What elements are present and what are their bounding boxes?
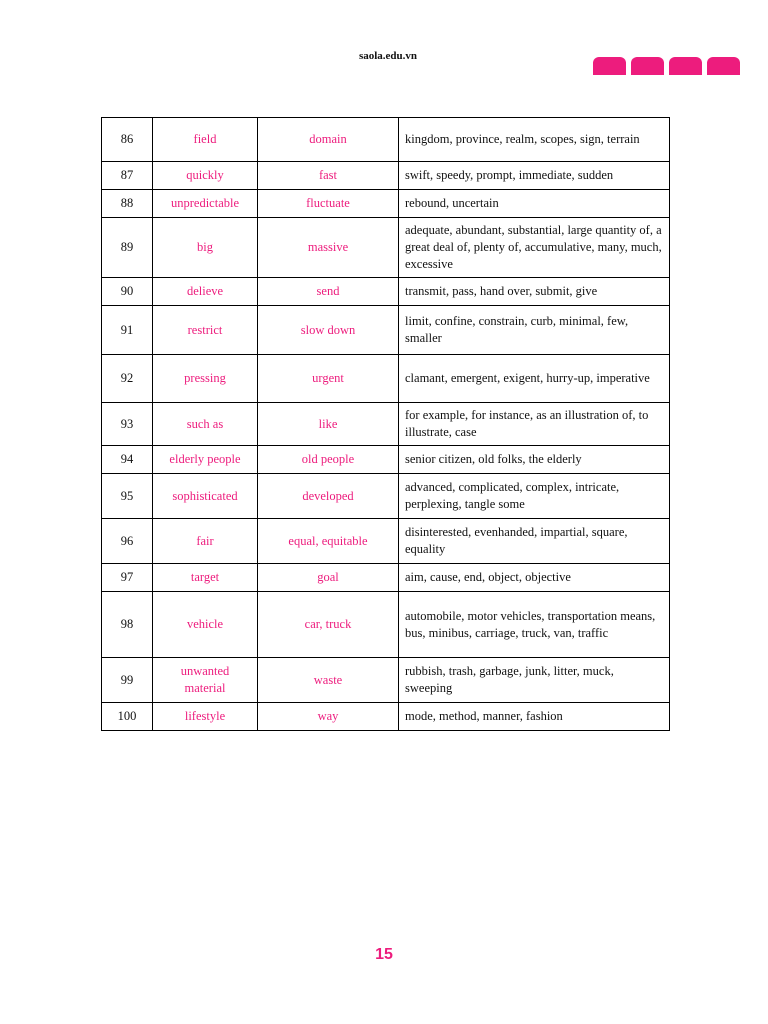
table-row <box>102 519 670 564</box>
table-row <box>102 703 670 731</box>
keyword: sophisticated <box>153 474 258 519</box>
synonym: car, truck <box>258 592 399 658</box>
synonym: massive <box>258 218 399 278</box>
synonym: fluctuate <box>258 190 399 218</box>
keyword: field <box>153 118 258 162</box>
synonym: slow down <box>258 306 399 355</box>
site-name: saola.edu.vn <box>358 50 418 62</box>
row-number: 91 <box>102 306 153 355</box>
table-row <box>102 306 670 355</box>
keyword: unwanted material <box>153 658 258 703</box>
table-row <box>102 403 670 446</box>
related-words: senior citizen, old folks, the elderly <box>399 446 670 474</box>
related-words: for example, for instance, as an illustration of, to illustrate, case <box>399 403 670 446</box>
table-row <box>102 658 670 703</box>
row-number: 100 <box>102 703 153 731</box>
keyword: big <box>153 218 258 278</box>
related-words: transmit, pass, hand over, submit, give <box>399 278 670 306</box>
synonym: developed <box>258 474 399 519</box>
keyword: such as <box>153 403 258 446</box>
synonym: old people <box>258 446 399 474</box>
table-row <box>102 355 670 403</box>
related-words: rebound, uncertain <box>399 190 670 218</box>
row-number: 89 <box>102 218 153 278</box>
related-words: adequate, abundant, substantial, large quantity of, a great deal of, plenty of, accumulative, many, much, excessive <box>399 218 670 278</box>
related-words: automobile, motor vehicles, transportation means, bus, minibus, carriage, truck, van, traffic <box>399 592 670 658</box>
row-number: 98 <box>102 592 153 658</box>
synonym: urgent <box>258 355 399 403</box>
related-words: rubbish, trash, garbage, junk, litter, muck, sweeping <box>399 658 670 703</box>
keyword: pressing <box>153 355 258 403</box>
related-words: disinterested, evenhanded, impartial, square, equality <box>399 519 670 564</box>
row-number: 90 <box>102 278 153 306</box>
related-words: limit, confine, constrain, curb, minimal, few, smaller <box>399 306 670 355</box>
synonym: way <box>258 703 399 731</box>
row-number: 97 <box>102 564 153 592</box>
header-tab-2 <box>631 57 664 75</box>
row-number: 86 <box>102 118 153 162</box>
row-number: 88 <box>102 190 153 218</box>
keyword: unpredictable <box>153 190 258 218</box>
keyword: delieve <box>153 278 258 306</box>
row-number: 95 <box>102 474 153 519</box>
row-number: 94 <box>102 446 153 474</box>
row-number: 99 <box>102 658 153 703</box>
header-tab-1 <box>593 57 626 75</box>
keyword: elderly people <box>153 446 258 474</box>
related-words: advanced, complicated, complex, intricate, perplexing, tangle some <box>399 474 670 519</box>
page-number: 15 <box>375 946 393 963</box>
table-row <box>102 446 670 474</box>
table-row <box>102 592 670 658</box>
keyword: quickly <box>153 162 258 190</box>
row-number: 93 <box>102 403 153 446</box>
table-row <box>102 218 670 278</box>
keyword: fair <box>153 519 258 564</box>
related-words: kingdom, province, realm, scopes, sign, terrain <box>399 118 670 162</box>
table-row <box>102 162 670 190</box>
table-row <box>102 474 670 519</box>
related-words: clamant, emergent, exigent, hurry-up, imperative <box>399 355 670 403</box>
related-words: swift, speedy, prompt, immediate, sudden <box>399 162 670 190</box>
header-tab-3 <box>669 57 702 75</box>
keyword: lifestyle <box>153 703 258 731</box>
synonym: equal, equitable <box>258 519 399 564</box>
row-number: 92 <box>102 355 153 403</box>
table-row <box>102 278 670 306</box>
keyword: target <box>153 564 258 592</box>
synonym: goal <box>258 564 399 592</box>
row-number: 96 <box>102 519 153 564</box>
row-number: 87 <box>102 162 153 190</box>
related-words: mode, method, manner, fashion <box>399 703 670 731</box>
synonym: fast <box>258 162 399 190</box>
synonym: waste <box>258 658 399 703</box>
synonym: send <box>258 278 399 306</box>
synonym: like <box>258 403 399 446</box>
header-tab-4 <box>707 57 740 75</box>
keyword: restrict <box>153 306 258 355</box>
synonym: domain <box>258 118 399 162</box>
table-row <box>102 564 670 592</box>
related-words: aim, cause, end, object, objective <box>399 564 670 592</box>
table-row <box>102 118 670 162</box>
table-row <box>102 190 670 218</box>
vocabulary-table <box>101 117 670 731</box>
keyword: vehicle <box>153 592 258 658</box>
